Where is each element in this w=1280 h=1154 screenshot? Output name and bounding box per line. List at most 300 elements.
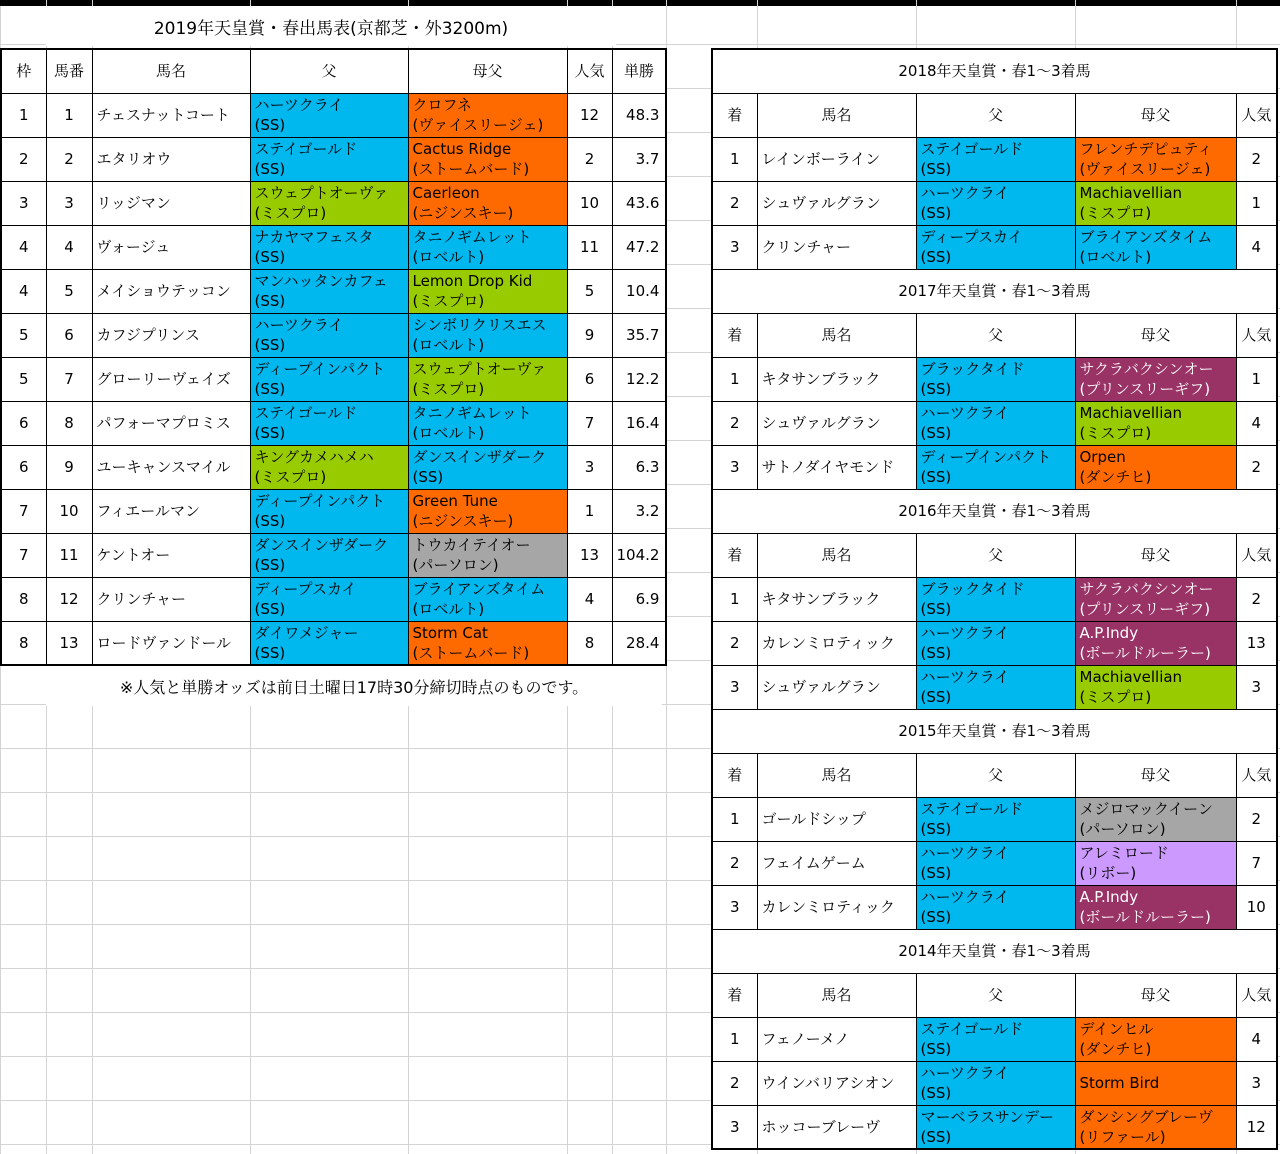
entry-pop: 3 — [567, 445, 612, 489]
history-rank: 3 — [712, 885, 757, 929]
history-bms-line2: (ロベルト) — [1079, 248, 1152, 266]
header-odds: 単勝 — [612, 49, 666, 93]
entry-bms — [408, 445, 567, 489]
history-pop: 7 — [1236, 841, 1277, 885]
history-row — [712, 797, 1277, 841]
entry-name: チェスナットコート — [92, 93, 250, 137]
history-header-bms: 母父 — [1075, 973, 1236, 1017]
sheet-title: 2019年天皇賞・春出馬表(京都芝・外3200m) — [46, 6, 616, 46]
history-sire-line2: (SS) — [920, 468, 952, 486]
entry-bms — [408, 93, 567, 137]
entry-umaban: 8 — [46, 401, 92, 445]
entry-name: リッジマン — [92, 181, 250, 225]
entry-pop: 5 — [567, 269, 612, 313]
entry-pop: 2 — [567, 137, 612, 181]
history-header-name: 馬名 — [757, 313, 916, 357]
entry-umaban: 3 — [46, 181, 92, 225]
history-rank: 2 — [712, 401, 757, 445]
history-header-sire: 父 — [916, 313, 1075, 357]
history-bms — [1075, 665, 1236, 709]
entry-waku: 2 — [1, 137, 46, 181]
history-bms — [1075, 885, 1236, 929]
entry-bms-line1: ダンスインザダーク — [412, 448, 547, 466]
entry-sire-line2: (ミスプロ) — [254, 204, 327, 222]
history-row — [712, 225, 1277, 269]
history-bms-line2: (プリンスリーギフ) — [1079, 380, 1211, 398]
history-sire-line1: ディープインパクト — [920, 448, 1052, 466]
entry-sire-line2: (SS) — [254, 160, 286, 178]
entry-pop: 13 — [567, 533, 612, 577]
history-title-row — [712, 929, 1277, 973]
entry-pop: 6 — [567, 357, 612, 401]
history-sire-line1: ステイゴールド — [920, 800, 1024, 818]
entry-sire-line2: (SS) — [254, 292, 286, 310]
entry-row — [1, 225, 666, 269]
entry-sire — [250, 269, 408, 313]
history-header-sire: 父 — [916, 533, 1075, 577]
history-bms-line1: A.P.Indy — [1079, 888, 1139, 906]
entry-umaban: 2 — [46, 137, 92, 181]
entry-sire-line1: ダンスインザダーク — [254, 536, 389, 554]
history-rank: 3 — [712, 225, 757, 269]
header-umaban: 馬番 — [46, 49, 92, 93]
entry-name: ケントオー — [92, 533, 250, 577]
history-bms-line1: デインヒル — [1079, 1020, 1154, 1038]
history-bms-line1: サクラバクシンオー — [1079, 360, 1214, 378]
entry-bms-line1: タニノギムレット — [412, 228, 532, 246]
entry-umaban: 9 — [46, 445, 92, 489]
entry-odds: 47.2 — [612, 225, 666, 269]
history-sire — [916, 665, 1075, 709]
history-sire-line1: ブラックタイド — [920, 580, 1025, 598]
history-header-name: 馬名 — [757, 533, 916, 577]
entry-row — [1, 621, 666, 665]
history-header-pop: 人気 — [1236, 533, 1277, 577]
history-pop: 2 — [1236, 137, 1277, 181]
history-header-row — [712, 753, 1277, 797]
history-sire — [916, 885, 1075, 929]
entry-bms-line2: (ロベルト) — [412, 248, 485, 266]
history-sire-line2: (SS) — [920, 424, 952, 442]
entry-bms — [408, 181, 567, 225]
entry-sire — [250, 445, 408, 489]
history-bms — [1075, 445, 1236, 489]
entry-pop: 12 — [567, 93, 612, 137]
history-name: ホッコーブレーヴ — [757, 1105, 916, 1149]
entry-odds: 6.3 — [612, 445, 666, 489]
history-name: クリンチャー — [757, 225, 916, 269]
history-header-rank: 着 — [712, 93, 757, 137]
history-title-row — [712, 489, 1277, 533]
history-sire-line1: ハーツクライ — [920, 844, 1010, 862]
history-sire-line1: ハーツクライ — [920, 888, 1010, 906]
history-sire-line2: (SS) — [920, 160, 952, 178]
history-name: シュヴァルグラン — [757, 181, 916, 225]
entry-sire-line2: (SS) — [254, 512, 286, 530]
history-rank: 1 — [712, 577, 757, 621]
history-sire-line1: マーベラスサンデー — [920, 1107, 1055, 1126]
entry-row — [1, 313, 666, 357]
history-header-rank: 着 — [712, 973, 757, 1017]
entry-odds: 35.7 — [612, 313, 666, 357]
history-sire-line2: (SS) — [920, 248, 952, 266]
history-header-row — [712, 533, 1277, 577]
history-title-row — [712, 49, 1277, 93]
history-row — [712, 885, 1277, 929]
entry-sire-line1: ディープインパクト — [254, 360, 386, 378]
history-bms — [1075, 137, 1236, 181]
entry-row — [1, 401, 666, 445]
history-bms-line2: (ダンチヒ) — [1079, 468, 1152, 486]
history-bms — [1075, 1017, 1236, 1061]
history-sire-line2: (SS) — [920, 864, 952, 882]
entry-bms-line2: (パーソロン) — [412, 556, 499, 574]
history-rank: 2 — [712, 181, 757, 225]
header-pop: 人気 — [567, 49, 612, 93]
history-sire-line1: ディープスカイ — [920, 228, 1023, 246]
entry-bms — [408, 357, 567, 401]
entries-table — [0, 48, 667, 666]
entry-bms-line1: Caerleon — [412, 184, 480, 202]
history-name: キタサンブラック — [757, 357, 916, 401]
history-sire-line2: (SS) — [920, 1084, 952, 1102]
entry-sire — [250, 137, 408, 181]
footnote: ※人気と単勝オッズは前日土曜日17時30分締切時点のものです。 — [46, 666, 662, 706]
history-year-title: 2016年天皇賞・春1～3着馬 — [712, 489, 1277, 533]
history-header-pop: 人気 — [1236, 753, 1277, 797]
entry-bms-line1: トウカイテイオー — [412, 536, 531, 554]
history-year-title: 2015年天皇賞・春1～3着馬 — [712, 709, 1277, 753]
history-bms-line1: メジロマックイーン — [1079, 800, 1213, 818]
entry-bms — [408, 137, 567, 181]
entry-sire-line1: ナカヤマフェスタ — [254, 228, 374, 246]
header-sire: 父 — [250, 49, 408, 93]
entry-name: フィエールマン — [92, 489, 250, 533]
entry-odds: 48.3 — [612, 93, 666, 137]
history-row — [712, 841, 1277, 885]
history-row — [712, 401, 1277, 445]
history-header-bms: 母父 — [1075, 753, 1236, 797]
history-bms-line2: (パーソロン) — [1079, 820, 1166, 838]
history-rank: 1 — [712, 137, 757, 181]
entry-bms — [408, 225, 567, 269]
history-sire — [916, 225, 1075, 269]
history-bms — [1075, 1061, 1236, 1105]
entry-sire-line1: ハーツクライ — [254, 96, 344, 114]
history-name: シュヴァルグラン — [757, 401, 916, 445]
entry-name: カフジプリンス — [92, 313, 250, 357]
entry-name: メイショウテッコン — [92, 269, 250, 313]
history-bms-line1: ブライアンズタイム — [1079, 228, 1213, 246]
history-header-pop: 人気 — [1236, 313, 1277, 357]
history-bms-line1: サクラバクシンオー — [1079, 580, 1214, 598]
entry-umaban: 13 — [46, 621, 92, 665]
entry-waku: 7 — [1, 533, 46, 577]
entry-sire — [250, 313, 408, 357]
entry-waku: 1 — [1, 93, 46, 137]
entry-bms-line1: ブライアンズタイム — [412, 580, 546, 598]
history-sire-line2: (SS) — [920, 204, 952, 222]
entry-bms-line2: (ニジンスキー) — [412, 512, 514, 530]
history-pop: 1 — [1236, 181, 1277, 225]
history-sire-line1: ハーツクライ — [920, 668, 1010, 686]
history-rank: 1 — [712, 357, 757, 401]
history-header-sire: 父 — [916, 93, 1075, 137]
history-bms-line2: (リファール) — [1079, 1127, 1166, 1146]
history-year-title: 2018年天皇賞・春1～3着馬 — [712, 49, 1277, 93]
history-bms — [1075, 621, 1236, 665]
history-pop: 2 — [1236, 445, 1277, 489]
history-pop: 2 — [1236, 577, 1277, 621]
history-name: フェイムゲーム — [757, 841, 916, 885]
history-row — [712, 577, 1277, 621]
history-year-title: 2017年天皇賞・春1～3着馬 — [712, 269, 1277, 313]
history-header-rank: 着 — [712, 753, 757, 797]
entry-bms-line2: (ミスプロ) — [412, 292, 485, 310]
entry-sire-line1: キングカメハメハ — [254, 448, 374, 466]
entry-umaban: 12 — [46, 577, 92, 621]
entry-bms-line2: (ロベルト) — [412, 424, 485, 442]
history-header-bms: 母父 — [1075, 93, 1236, 137]
entry-bms-line2: (ミスプロ) — [412, 380, 485, 398]
history-sire — [916, 357, 1075, 401]
entry-bms-line2: (ロベルト) — [412, 336, 485, 354]
history-header-pop: 人気 — [1236, 93, 1277, 137]
history-bms — [1075, 577, 1236, 621]
entry-name: ヴォージュ — [92, 225, 250, 269]
history-sire — [916, 841, 1075, 885]
entry-umaban: 7 — [46, 357, 92, 401]
history-name: カレンミロティック — [757, 885, 916, 929]
entries-header-row — [1, 49, 666, 93]
history-name: レインボーライン — [757, 137, 916, 181]
entry-sire-line2: (SS) — [254, 424, 286, 442]
entry-sire-line1: マンハッタンカフェ — [254, 272, 388, 290]
history-sire-line2: (SS) — [920, 600, 952, 618]
entry-bms-line2: (ストームバード) — [412, 160, 530, 178]
entry-odds: 3.2 — [612, 489, 666, 533]
history-bms-line1: A.P.Indy — [1079, 624, 1139, 642]
history-bms-line2: (ボールドルーラー) — [1079, 644, 1211, 662]
entry-waku: 6 — [1, 401, 46, 445]
entry-name: エタリオウ — [92, 137, 250, 181]
entry-waku: 8 — [1, 577, 46, 621]
entry-bms-line1: タニノギムレット — [412, 404, 532, 422]
entry-bms-line2: (ロベルト) — [412, 600, 485, 618]
entry-umaban: 1 — [46, 93, 92, 137]
history-header-row — [712, 313, 1277, 357]
entry-sire-line2: (SS) — [254, 380, 286, 398]
entry-sire-line1: ディープインパクト — [254, 492, 386, 510]
history-sire-line1: ハーツクライ — [920, 184, 1010, 202]
entry-waku: 3 — [1, 181, 46, 225]
entry-sire-line2: (SS) — [254, 248, 286, 266]
entry-waku: 6 — [1, 445, 46, 489]
history-sire-line2: (SS) — [920, 908, 952, 926]
history-header-sire: 父 — [916, 973, 1075, 1017]
entry-bms-line2: (ニジンスキー) — [412, 204, 514, 222]
history-header-bms: 母父 — [1075, 313, 1236, 357]
history-name: ゴールドシップ — [757, 797, 916, 841]
entry-umaban: 4 — [46, 225, 92, 269]
history-header-rank: 着 — [712, 533, 757, 577]
history-rank: 3 — [712, 665, 757, 709]
history-rank: 2 — [712, 621, 757, 665]
history-bms — [1075, 401, 1236, 445]
history-pop: 1 — [1236, 357, 1277, 401]
history-sire-line2: (SS) — [920, 1040, 952, 1058]
history-header-row — [712, 93, 1277, 137]
history-row — [712, 621, 1277, 665]
history-sire-line1: ハーツクライ — [920, 1064, 1010, 1082]
entry-waku: 4 — [1, 225, 46, 269]
header-bms: 母父 — [408, 49, 567, 93]
entry-row — [1, 489, 666, 533]
history-header-row — [712, 973, 1277, 1017]
entry-odds: 6.9 — [612, 577, 666, 621]
history-pop: 12 — [1236, 1105, 1277, 1149]
entry-bms — [408, 269, 567, 313]
entry-bms-line1: シンボリクリスエス — [412, 316, 547, 334]
history-rank: 2 — [712, 1061, 757, 1105]
history-bms-line2: (ミスプロ) — [1079, 204, 1152, 222]
history-sire — [916, 1017, 1075, 1061]
entry-bms-line1: クロフネ — [412, 96, 472, 114]
history-bms — [1075, 357, 1236, 401]
entry-sire — [250, 357, 408, 401]
history-header-sire: 父 — [916, 753, 1075, 797]
entry-bms-line2: (ヴァイスリージェ) — [412, 116, 544, 134]
history-bms-line1: Storm Bird — [1079, 1074, 1160, 1092]
entry-sire — [250, 533, 408, 577]
history-sire-line1: ステイゴールド — [920, 1020, 1024, 1038]
entry-row — [1, 445, 666, 489]
entry-odds: 104.2 — [612, 533, 666, 577]
history-bms-line2: (プリンスリーギフ) — [1079, 600, 1211, 618]
history-bms-line1: Machiavellian — [1079, 668, 1183, 686]
entry-row — [1, 93, 666, 137]
history-row — [712, 1061, 1277, 1105]
history-header-rank: 着 — [712, 313, 757, 357]
entry-row — [1, 269, 666, 313]
entry-odds: 3.7 — [612, 137, 666, 181]
history-row — [712, 137, 1277, 181]
entry-sire-line1: ディープスカイ — [254, 580, 357, 598]
history-name: カレンミロティック — [757, 621, 916, 665]
history-bms-line2: (ヴァイスリージェ) — [1079, 160, 1211, 178]
entries-body — [1, 49, 666, 665]
history-sire — [916, 181, 1075, 225]
entry-sire — [250, 225, 408, 269]
history-bms-line1: Orpen — [1079, 448, 1126, 466]
history-name: キタサンブラック — [757, 577, 916, 621]
entry-sire — [250, 489, 408, 533]
history-body — [712, 49, 1277, 1149]
entry-umaban: 5 — [46, 269, 92, 313]
history-rank: 1 — [712, 797, 757, 841]
entry-pop: 11 — [567, 225, 612, 269]
entry-bms — [408, 313, 567, 357]
entry-pop: 8 — [567, 621, 612, 665]
entry-name: ユーキャンスマイル — [92, 445, 250, 489]
history-rank: 2 — [712, 841, 757, 885]
history-header-name: 馬名 — [757, 93, 916, 137]
entry-bms-line1: Cactus Ridge — [412, 140, 512, 158]
entry-name: クリンチャー — [92, 577, 250, 621]
history-rank: 3 — [712, 445, 757, 489]
entry-name: グローリーヴェイズ — [92, 357, 250, 401]
entry-pop: 10 — [567, 181, 612, 225]
entry-bms-line2: (ストームバード) — [412, 643, 530, 662]
history-sire — [916, 577, 1075, 621]
history-header-name: 馬名 — [757, 973, 916, 1017]
entry-sire-line2: (SS) — [254, 116, 286, 134]
entry-bms — [408, 621, 567, 665]
history-pop: 13 — [1236, 621, 1277, 665]
history-bms-line1: フレンチデピュティ — [1079, 140, 1213, 158]
history-sire-line2: (SS) — [920, 644, 952, 662]
entry-bms-line1: Lemon Drop Kid — [412, 272, 533, 290]
history-sire-line2: (SS) — [920, 820, 952, 838]
entry-umaban: 11 — [46, 533, 92, 577]
history-table — [711, 48, 1278, 1150]
entry-pop: 4 — [567, 577, 612, 621]
entry-row — [1, 533, 666, 577]
history-bms-line1: Machiavellian — [1079, 184, 1183, 202]
history-name: フェノーメノ — [757, 1017, 916, 1061]
history-header-bms: 母父 — [1075, 533, 1236, 577]
history-bms-line2: (ダンチヒ) — [1079, 1040, 1152, 1058]
history-bms-line2: (ミスプロ) — [1079, 688, 1152, 706]
history-sire-line1: ハーツクライ — [920, 404, 1010, 422]
entry-waku: 5 — [1, 357, 46, 401]
entry-bms — [408, 533, 567, 577]
history-bms-line1: アレミロード — [1079, 844, 1169, 862]
entry-sire — [250, 621, 408, 665]
entry-row — [1, 357, 666, 401]
entry-sire — [250, 181, 408, 225]
history-pop: 2 — [1236, 797, 1277, 841]
history-sire — [916, 621, 1075, 665]
entry-waku: 5 — [1, 313, 46, 357]
entry-sire-line2: (SS) — [254, 643, 286, 662]
history-sire — [916, 1061, 1075, 1105]
entry-sire-line1: ハーツクライ — [254, 316, 344, 334]
history-bms-line2: (ミスプロ) — [1079, 424, 1152, 442]
entry-sire-line1: ダイワメジャー — [254, 623, 359, 642]
entry-sire-line2: (SS) — [254, 600, 286, 618]
entry-bms — [408, 577, 567, 621]
history-pop: 4 — [1236, 225, 1277, 269]
history-rank: 1 — [712, 1017, 757, 1061]
history-row — [712, 357, 1277, 401]
history-bms-line1: Machiavellian — [1079, 404, 1183, 422]
history-bms-line1: ダンシングブレーヴ — [1079, 1107, 1214, 1126]
entry-odds: 28.4 — [612, 621, 666, 665]
entry-sire-line2: (ミスプロ) — [254, 468, 327, 486]
history-name: サトノダイヤモンド — [757, 445, 916, 489]
history-name: ウインバリアシオン — [757, 1061, 916, 1105]
entry-sire-line1: ステイゴールド — [254, 140, 358, 158]
history-year-title: 2014年天皇賞・春1～3着馬 — [712, 929, 1277, 973]
history-title-row — [712, 269, 1277, 313]
entry-umaban: 6 — [46, 313, 92, 357]
entry-odds: 43.6 — [612, 181, 666, 225]
history-bms-line2: (ボールドルーラー) — [1079, 908, 1211, 926]
entry-pop: 9 — [567, 313, 612, 357]
entry-odds: 16.4 — [612, 401, 666, 445]
entry-waku: 4 — [1, 269, 46, 313]
